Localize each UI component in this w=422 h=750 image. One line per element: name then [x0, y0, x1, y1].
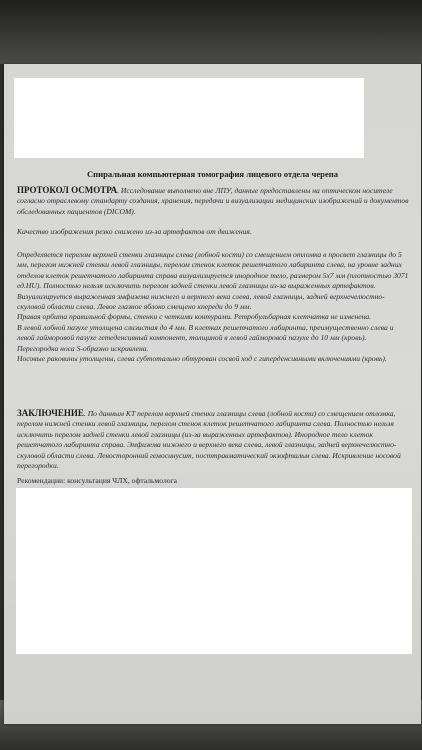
- quality-text: Качество изображения резко снижено из-за артефактов от движения.: [17, 227, 252, 236]
- finding-paragraph: Правая орбита правильной формы, стенки с четкими контурами. Ретробульбарная клетчатка не изменена.: [17, 312, 372, 322]
- recommendation-section: [17, 476, 409, 486]
- document-page: [4, 64, 421, 724]
- protocol-heading: ПРОТОКОЛ ОСМОТРА: [17, 185, 118, 195]
- redaction-box-footer: [16, 488, 412, 654]
- recommendation-label: Рекомендации:: [17, 476, 66, 485]
- protocol-section: [17, 185, 409, 217]
- background-top: [0, 0, 422, 64]
- conclusion-text: . По данным КТ перелом верхней стенки глазницы слева (лобной кости) со смещением отломка, перелом нижней стенки левой глазницы, перелом стенок клеток решетчатого лабиринта слева. Полностью нельзя исключить перелом задней стенки левой глазницы (из-за выраженных артефактов). Инородное тело клеток решетчатого лабиринта справа. Эмфизема нижнего и верхнего века слева, левой глазницы, задней верхнечелюстно-скуловой области слева. Левосторонний гемосинусит, посттравматический экзофтальм слева. Искривление носовой перегородки.: [17, 409, 401, 471]
- finding-paragraph: Перегородка носа S-образно искривлена.: [17, 343, 149, 353]
- conclusion-section: [17, 408, 409, 471]
- findings-section: [17, 250, 409, 364]
- quality-note: [17, 227, 409, 237]
- finding-paragraph: Носовые раковины утолщены, слева субтотально обтурован сосвой ход с гиперденсивными включениями (кровь).: [17, 354, 387, 364]
- recommendation-text: консультация ЧЛХ, офтальмолога: [65, 476, 178, 485]
- finding-paragraph: Определяется перелом верхней стенки глазницы слева (лобной кости) со смещением отломка в просвет глазницы до 5 мм, перелом нижней стенки левой глазницы, перелом стенок клеток решетчатого лабиринта слева, на уровне задних отделов клеток решетчатого лабиринта справа визуализируется инородное тело, размером 5х7 мм (плотностью 3071 ед.HU). Полностью нельзя исключить перелом задней стенки левой глазницы из-за выраженных артефактов.: [17, 250, 409, 291]
- redaction-box-header: [14, 78, 364, 158]
- protocol-intro: . Исследование выполнено вне ЛПУ, данные предоставлены на оптическом носителе согласно отраслевому стандарту создания, хранения, передачи и визуализации медицинских изображений и документов обследованных пациентов (DICOM).: [17, 186, 409, 216]
- document-title: Спиральная компьютерная томография лицевого отдела черепа: [86, 169, 339, 179]
- finding-paragraph: В левой лобной пазухе утолщена слизистая до 4 мм. В клетках решетчатого лабиринта, преимущественно слева и левой гайморовой пазухе гетеденсивный компонент, толщиной в левой гайморовой пазухе до 10 мм (кровь).: [17, 322, 394, 343]
- conclusion-heading: ЗАКЛЮЧЕНИЕ: [17, 408, 84, 418]
- finding-paragraph: Визуализируется выраженная эмфизема нижнего и верхнего века слева, левой глазницы, задней верхнечелюстно-скуловой области слева. Левое глазное яблоко смещено кпереди до 9 мм.: [17, 291, 385, 312]
